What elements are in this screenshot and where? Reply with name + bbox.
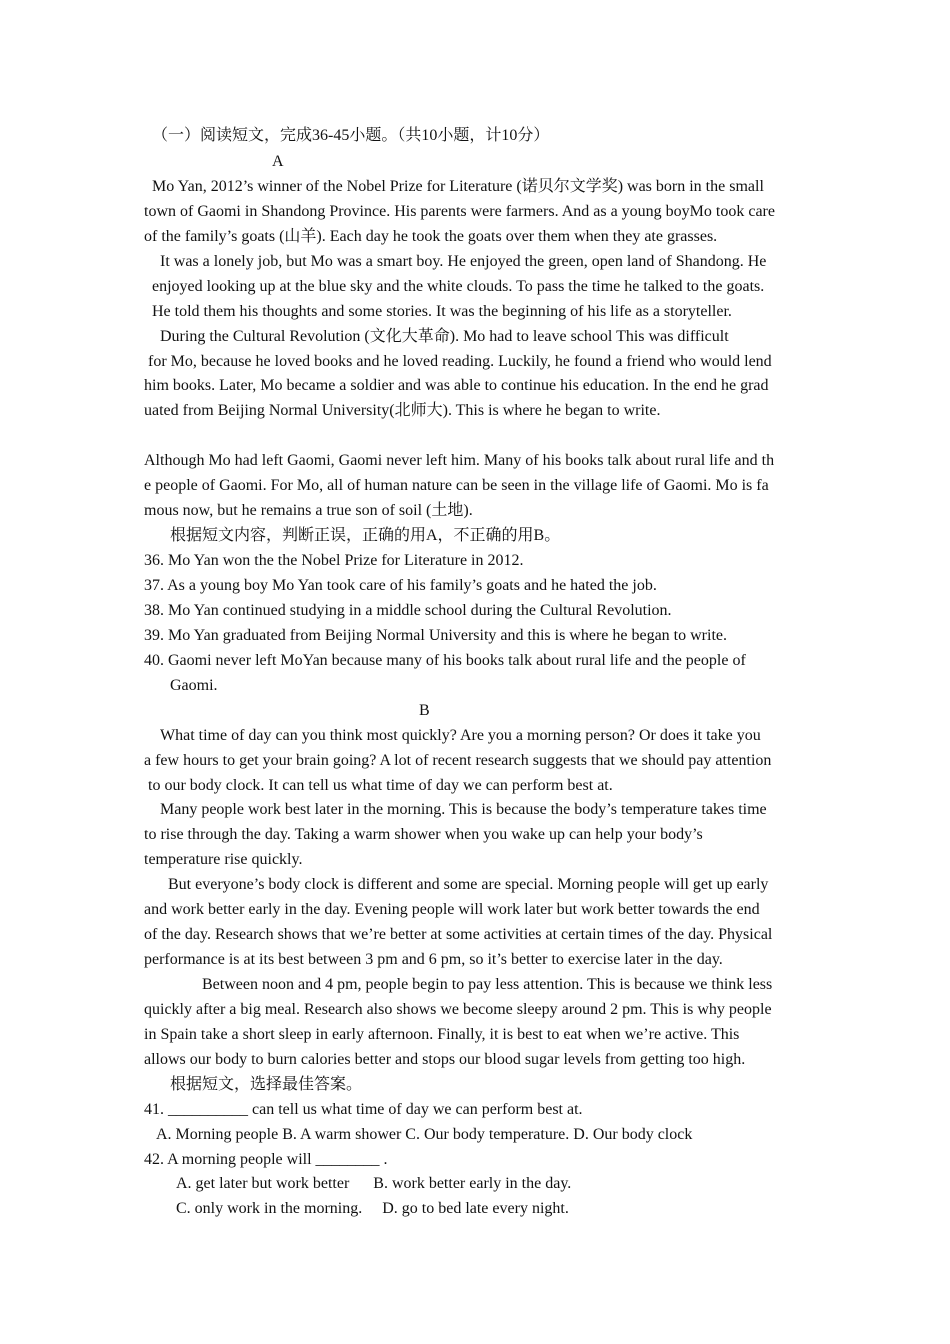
passage-b-line: in Spain take a short sleep in early afternoon. Finally, it is best to eat when we’re active. This — [144, 1026, 740, 1043]
question-39: 39. Mo Yan graduated from Beijing Normal University and this is where he began to write. — [144, 627, 727, 644]
passage-b-line: But everyone’s body clock is different and some are special. Morning people will get up early — [168, 876, 769, 893]
passage-b-line: to our body clock. It can tell us what time of day we can perform best at. — [148, 777, 613, 794]
passage-a-line: During the Cultural Revolution (文化大革命). Mo had to leave school This was difficult — [160, 328, 729, 345]
passage-b-line: of the day. Research shows that we’re better at some activities at certain times of the day. Physical — [144, 926, 773, 943]
question-42-options-cd: C. only work in the morning. D. go to bed late every night. — [176, 1200, 569, 1217]
passage-a-line: uated from Beijing Normal University(北师大). This is where he began to write. — [144, 402, 661, 419]
passage-b-line: quickly after a big meal. Research also shows we become sleepy around 2 pm. This is why people — [144, 1001, 772, 1018]
passage-b-instruction: 根据短文，选择最佳答案。 — [170, 1076, 363, 1093]
passage-a-line: him books. Later, Mo became a soldier and was able to continue his education. In the end he grad — [144, 377, 769, 394]
passage-b-label: B — [419, 702, 430, 719]
passage-a-label: A — [272, 153, 284, 170]
passage-b-line: a few hours to get your brain going? A lot of recent research suggests that we should pay attention — [144, 752, 772, 769]
passage-a-line: He told them his thoughts and some stories. It was the beginning of his life as a storyteller. — [152, 303, 732, 320]
passage-a-instruction: 根据短文内容，判断正误，正确的用A，不正确的用B。 — [170, 527, 561, 544]
question-41: 41. __________ can tell us what time of day we can perform best at. — [144, 1101, 583, 1118]
question-37: 37. As a young boy Mo Yan took care of his family’s goats and he hated the job. — [144, 577, 657, 594]
passage-a-line: It was a lonely job, but Mo was a smart boy. He enjoyed the green, open land of Shandong. He — [160, 253, 767, 270]
section-header: （一）阅读短文，完成36-45小题。（共10小题，计10分） — [152, 127, 550, 144]
passage-a-line: of the family’s goats (山羊). Each day he took the goats over them when they ate grasses. — [144, 228, 718, 245]
question-36: 36. Mo Yan won the the Nobel Prize for Literature in 2012. — [144, 552, 524, 569]
question-41-options: A. Morning people B. A warm shower C. Our body temperature. D. Our body clock — [156, 1126, 693, 1143]
passage-a-line: mous now, but he remains a true son of soil (土地). — [144, 502, 473, 519]
passage-b-line: allows our body to burn calories better and stops our blood sugar levels from getting too high. — [144, 1051, 746, 1068]
passage-b-line: temperature rise quickly. — [144, 851, 303, 868]
passage-a-line: town of Gaomi in Shandong Province. His parents were farmers. And as a young boyMo took care — [144, 203, 775, 220]
passage-a-line: e people of Gaomi. For Mo, all of human nature can be seen in the village life of Gaomi. Mo is fa — [144, 477, 769, 494]
passage-b-line: performance is at its best between 3 pm and 6 pm, so it’s better to exercise later in the day. — [144, 951, 723, 968]
question-40-continued: Gaomi. — [170, 677, 218, 694]
passage-b-line: What time of day can you think most quickly? Are you a morning person? Or does it take you — [160, 727, 761, 744]
question-40: 40. Gaomi never left MoYan because many of his books talk about rural life and the people of — [144, 652, 746, 669]
passage-b-line: and work better early in the day. Evening people will work later but work better towards the end — [144, 901, 760, 918]
passage-b-line: Between noon and 4 pm, people begin to pay less attention. This is because we think less — [202, 976, 773, 993]
question-42: 42. A morning people will ________ . — [144, 1151, 388, 1168]
passage-b-line: Many people work best later in the morning. This is because the body’s temperature takes time — [160, 801, 767, 818]
passage-b-line: to rise through the day. Taking a warm shower when you wake up can help your body’s — [144, 826, 703, 843]
question-38: 38. Mo Yan continued studying in a middle school during the Cultural Revolution. — [144, 602, 672, 619]
passage-a-line: enjoyed looking up at the blue sky and the white clouds. To pass the time he talked to the goats. — [152, 278, 765, 295]
passage-a-line: for Mo, because he loved books and he loved reading. Luckily, he found a friend who would lend — [148, 353, 772, 370]
question-42-options-ab: A. get later but work better B. work better early in the day. — [176, 1175, 572, 1192]
passage-a-line: Although Mo had left Gaomi, Gaomi never left him. Many of his books talk about rural life and th — [144, 452, 775, 469]
passage-a-line: Mo Yan, 2012’s winner of the Nobel Prize for Literature (诺贝尔文学奖) was born in the small — [152, 178, 764, 195]
